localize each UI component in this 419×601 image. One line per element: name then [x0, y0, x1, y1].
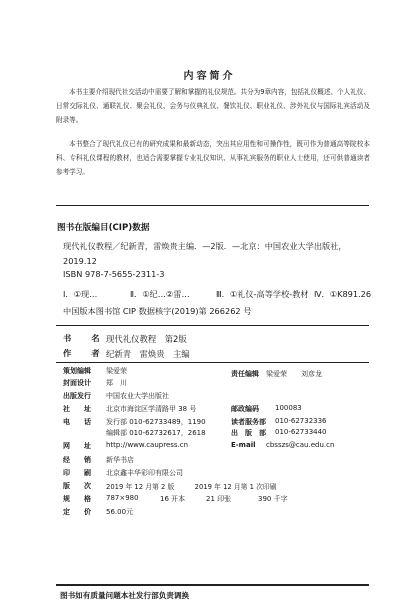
publishing-dept-label: 出 版 部	[231, 429, 266, 437]
cover-designer-value: 郑 川	[106, 379, 127, 387]
address-value: 北京市海淀区学清路甲 38 号	[106, 405, 197, 413]
intro-paragraph-2: 本书整合了现代礼仪已有的研究成果和最新动态，突出其应用性和可操作性，既可作为普通高等院校本科、专科礼仪课程的教材，也适合需要掌握专业礼仪知识、从事礼宾服务的职业人士使用，还可供普通读者参考学习。	[56, 140, 370, 176]
address-label: 社 址	[63, 405, 91, 413]
spec-words: 390 千字	[258, 495, 288, 503]
cip-classification-4: Ⅳ．①K891.26	[314, 289, 372, 299]
reader-service-value: 010-62732336	[275, 417, 327, 425]
quality-notice: 图书如有质量问题本社发行部负责调换	[60, 591, 190, 600]
responsible-editor-value: 梁爱荣 刘彦龙	[266, 370, 322, 378]
spec-sheets: 21 印张	[206, 495, 232, 503]
postcode-value: 100083	[275, 404, 302, 412]
email-value[interactable]: cbsszs@cau.edu.cn	[266, 441, 335, 449]
website-value[interactable]: http://www.caupress.cn	[106, 441, 189, 449]
website-label: 网 址	[63, 442, 91, 450]
reader-service-label: 读者服务部	[231, 418, 266, 426]
publisher-value: 中国农业大学出版社	[106, 392, 169, 400]
planning-editor-label: 策划编辑	[63, 367, 91, 375]
publisher-label: 出版发行	[63, 392, 91, 400]
cip-description: 现代礼仪教程／纪新青，雷焕贵主编．—2版．—北京：中国农业大学出版社，2019.12	[63, 241, 347, 266]
spec-size: 787×980	[106, 494, 139, 502]
book-author-value: 纪新青 雷焕贵 主编	[106, 349, 190, 359]
phone-editorial: 编辑部 010-62732617，2618	[106, 429, 206, 437]
distributor-label: 经 销	[63, 456, 91, 464]
spec-label: 规 格	[63, 495, 91, 503]
printer-label: 印 刷	[63, 469, 91, 477]
intro-paragraph-1: 本书主要介绍现代社交活动中需要了解和掌握的礼仪规范。共分为9章内容，包括礼仪概述、个人礼仪、日常交际礼仪、通联礼仪、聚会礼仪、会务与仪典礼仪、餐饮礼仪、职业礼仪、涉外礼仪与国际礼宾活动及附录等。	[56, 88, 370, 124]
phone-label: 电 话	[63, 418, 91, 426]
edition-label: 版 次	[63, 482, 91, 490]
email-label: E-mail	[231, 441, 256, 449]
intro-title: 内容简介	[183, 71, 236, 82]
responsible-editor-label: 责任编辑	[231, 370, 259, 378]
cip-bottom-rule	[56, 325, 369, 326]
colophon-top-rule	[56, 362, 369, 363]
edition-value: 2019 年 12 月第 2 版 2019 年 12 月第 1 次印刷	[106, 483, 277, 491]
cover-designer-label: 封面设计	[63, 379, 91, 387]
colophon-bottom-rule	[56, 584, 369, 586]
printer-value: 北京鑫丰华彩印有限公司	[106, 469, 183, 477]
cip-classification-3: Ⅲ．①礼仪-高等学校-教材	[216, 289, 309, 299]
cip-top-rule	[56, 205, 369, 206]
book-title-label: 书 名	[63, 333, 106, 343]
publishing-dept-value: 010-62733440	[275, 428, 327, 436]
cip-heading: 图书在版编目(CIP)数据	[57, 223, 150, 233]
cip-isbn: ISBN 978-7-5655-2311-3	[63, 269, 165, 279]
price-label: 定 价	[63, 508, 91, 516]
postcode-label: 邮政编码	[231, 405, 259, 413]
cip-classification-1: Ⅰ．①现…	[63, 289, 98, 299]
spec-format: 16 开本	[160, 495, 186, 503]
distributor-value: 新华书店	[106, 456, 134, 464]
book-title-value: 现代礼仪教程 第2版	[106, 334, 187, 344]
cip-core-number: 中国版本图书馆 CIP 数据核字(2019)第 266262 号	[63, 306, 252, 316]
price-value: 56.00元	[106, 508, 134, 516]
book-author-label: 作 者	[63, 348, 106, 358]
phone-sales: 发行部 010-62733489，1190	[106, 418, 206, 426]
planning-editor-value: 梁爱荣	[106, 367, 127, 375]
cip-classification-2: Ⅱ．①纪…②雷…	[130, 289, 190, 299]
